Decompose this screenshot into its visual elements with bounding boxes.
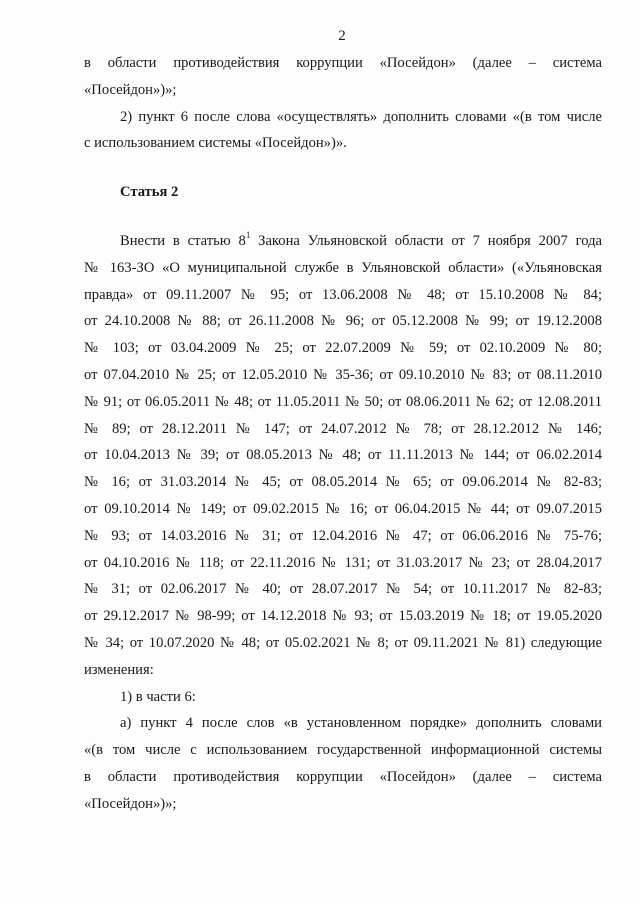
text-line: изменения:: [84, 661, 154, 678]
text-line: № 31; от 02.06.2017 № 40; от 28.07.2017 № 54; от 10.11.2017 № 82-83;: [84, 581, 602, 598]
text-line: правда» от 09.11.2007 № 95; от 13.06.2008 № 48; от 15.10.2008 № 84;: [84, 286, 602, 303]
text-line: № 89; от 28.12.2011 № 147; от 24.07.2012 № 78; от 28.12.2012 № 146;: [84, 420, 602, 437]
text-line: от 29.12.2017 № 98-99; от 14.12.2018 № 93; от 15.03.2019 № 18; от 19.05.2020: [84, 608, 602, 625]
text-line: от 10.04.2013 № 39; от 08.05.2013 № 48; от 11.11.2013 № 144; от 06.02.2014: [84, 447, 602, 464]
text-line: № 91; от 06.05.2011 № 48; от 11.05.2011 № 50; от 08.06.2011 № 62; от 12.08.2011: [84, 393, 602, 410]
text-line: 1) в части 6:: [120, 688, 196, 705]
text-line: от 07.04.2010 № 25; от 12.05.2010 № 35-36; от 09.10.2010 № 83; от 08.11.2010: [84, 366, 602, 383]
text-line: а) пункт 4 после слов «в установленном порядке» дополнить словами: [120, 715, 602, 732]
page-number: 2: [338, 28, 346, 44]
text-line: «(в том числе с использованием государственной информационной системы: [84, 742, 602, 759]
text-line: № 16; от 31.03.2014 № 45; от 08.05.2014 № 65; от 09.06.2014 № 82-83;: [84, 474, 602, 491]
text-line: в области противодействия коррупции «Посейдон» (далее – система: [84, 55, 602, 71]
text-line: от 24.10.2008 № 88; от 26.11.2008 № 96; от 05.12.2008 № 99; от 19.12.2008: [84, 313, 602, 330]
text-line: [84, 228, 602, 255]
superscript: 1: [245, 229, 251, 240]
text-fragment: Внести в статью 8: [120, 232, 246, 249]
text-line: № 163-ЗО «О муниципальной службе в Ульяновской области» («Ульяновская: [84, 259, 602, 276]
text-line: «Посейдон»)»;: [84, 795, 177, 812]
text-line: с использованием системы «Посейдон»)».: [84, 135, 347, 152]
text-line: № 103; от 03.04.2009 № 25; от 22.07.2009 № 59; от 02.10.2009 № 80;: [84, 340, 602, 357]
text-line: 2) пункт 6 после слова «осуществлять» дополнить словами «(в том числе: [120, 108, 602, 125]
document-body: [84, 50, 602, 818]
text-line: № 93; от 14.03.2016 № 31; от 12.04.2016 № 47; от 06.06.2016 № 75-76;: [84, 527, 602, 544]
text-line: от 09.10.2014 № 149; от 09.02.2015 № 16; от 06.04.2015 № 44; от 09.07.2015: [84, 500, 602, 517]
article-heading: Статья 2: [120, 184, 179, 201]
text-line: «Посейдон»)»;: [84, 81, 177, 98]
text-fragment: Закона Ульяновской области от 7 ноября 2007 года: [250, 232, 602, 249]
text-line: от 04.10.2016 № 118; от 22.11.2016 № 131; от 31.03.2017 № 23; от 28.04.2017: [84, 554, 602, 571]
text-line: № 34; от 10.07.2020 № 48; от 05.02.2021 № 8; от 09.11.2021 № 81) следующие: [84, 634, 602, 651]
text-line: в области противодействия коррупции «Посейдон» (далее – система: [84, 768, 602, 785]
